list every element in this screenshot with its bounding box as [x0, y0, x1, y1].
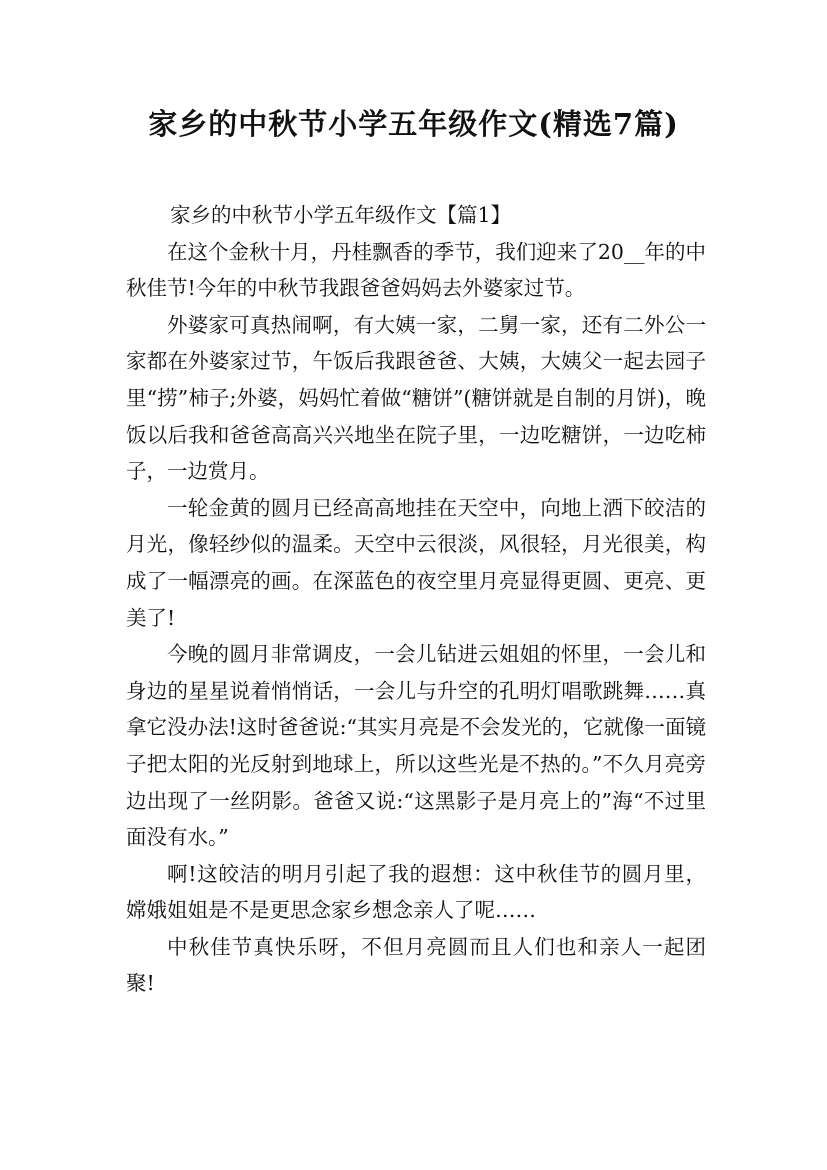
paragraph-4: 今晚的圆月非常调皮，一会儿钻进云姐姐的怀里，一会儿和身边的星星说着悄悄话，一会儿与升空的孔明灯唱歌跳舞……真拿它没办法!这时爸爸说:“其实月亮是不会发光的，它就像一面镜子把太阳的光反射到地球上，所以这些光是不热的。”不久月亮旁边出现了一丝阴影。爸爸又说:“这黑影子是月亮上的”海“不过里面没有水。”: [126, 642, 706, 850]
section-heading: 家乡的中秋节小学五年级作文【篇1】: [170, 203, 512, 227]
paragraph-3: 一轮金黄的圆月已经高高地挂在天空中，向地上洒下皎洁的月光，像轻纱似的温柔。天空中云很淡，风很轻，月光很美，构成了一幅漂亮的画。在深蓝色的夜空里月亮显得更圆、更亮、更美了!: [126, 495, 706, 630]
document-title: 家乡的中秋节小学五年级作文(精选7篇): [148, 107, 679, 141]
paragraph-6: 中秋佳节真快乐呀，不但月亮圆而且人们也和亲人一起团聚!: [126, 934, 706, 996]
paragraph-2: 外婆家可真热闹啊，有大姨一家，二舅一家，还有二外公一家都在外婆家过节，午饭后我跟爸爸、大姨，大姨父一起去园子里“捞”柿子;外婆，妈妈忙着做“糖饼”(糖饼就是自制的月饼)，晚饭以后我和爸爸高高兴兴地坐在院子里，一边吃糖饼，一边吃柿子，一边赏月。: [126, 312, 706, 484]
paragraph-1: 在这个金秋十月，丹桂飘香的季节，我们迎来了20__年的中秋佳节!今年的中秋节我跟爸爸妈妈去外婆家过节。: [126, 239, 706, 301]
paragraph-5: 啊!这皎洁的明月引起了我的遐想：这中秋佳节的圆月里，嫦娥姐姐是不是更思念家乡想念亲人了呢……: [126, 861, 706, 923]
document-body: [126, 197, 706, 1002]
